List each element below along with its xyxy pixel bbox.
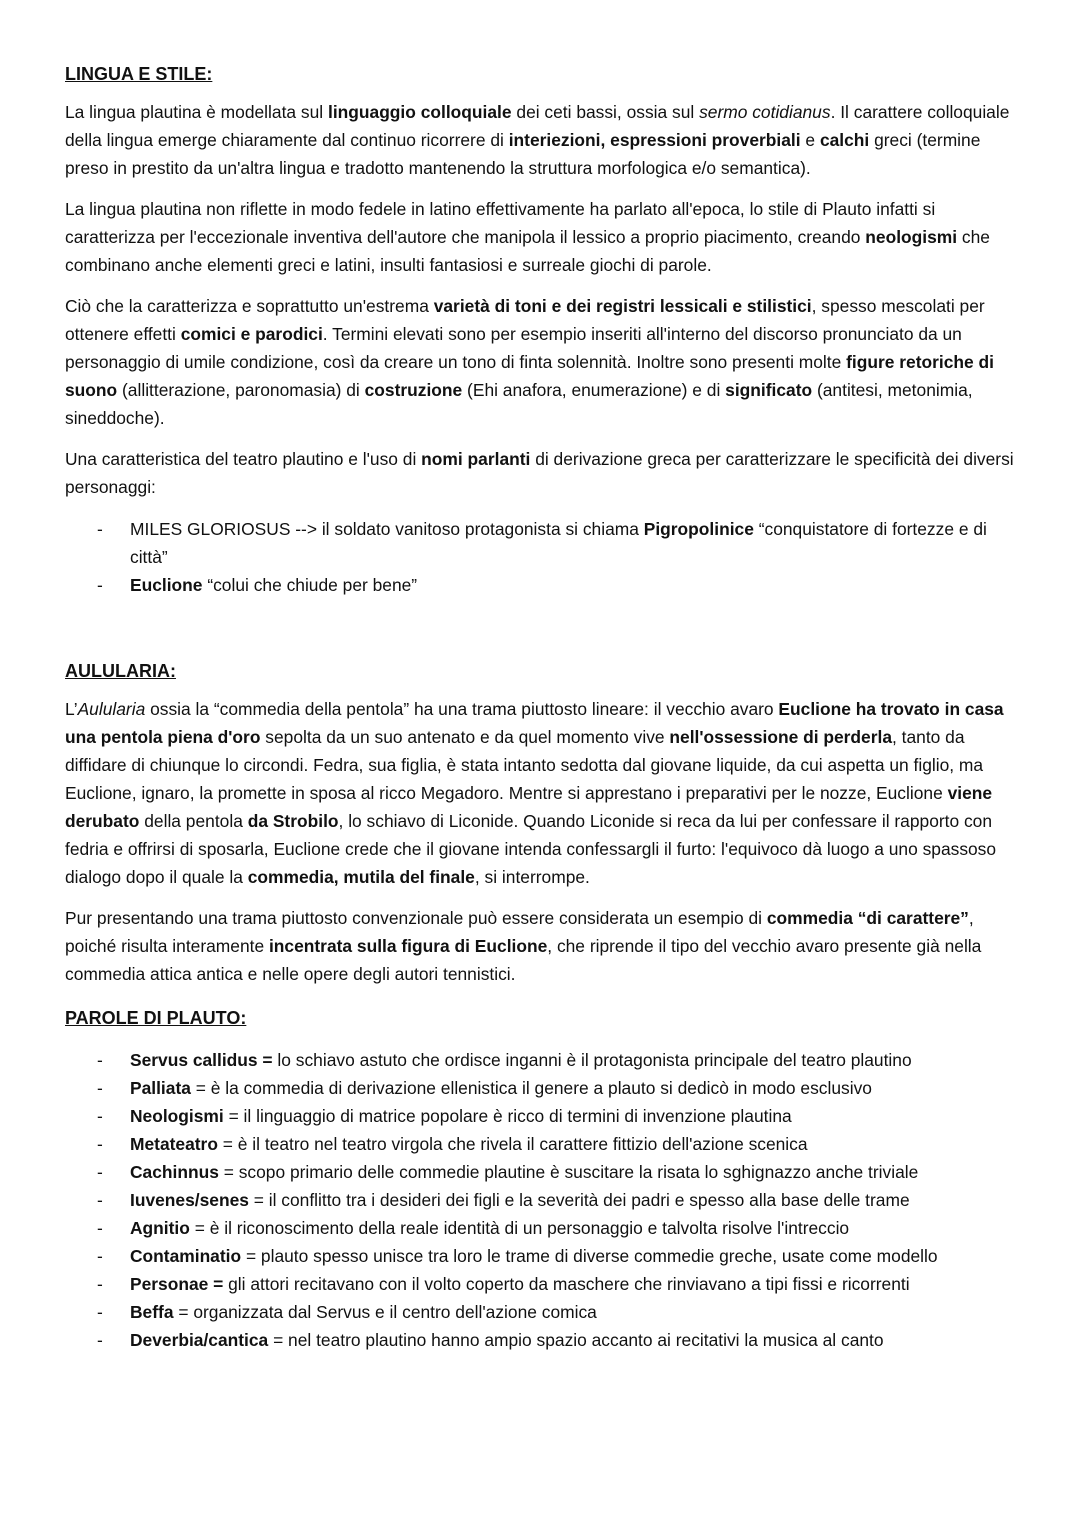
term-item: - Personae = gli attori recitavano con il volto coperto da maschere che rinviavano a tipi fissi e ricorrenti: [65, 1270, 1015, 1298]
section-heading: AULULARIA:: [65, 661, 176, 681]
list-item: - MILES GLORIOSUS --> il soldato vanitoso protagonista si chiama Pigropolinice “conquistatore di fortezze e di città”: [65, 515, 1015, 571]
paragraph: L’Aulularia ossia la “commedia della pentola” ha una trama piuttosto lineare: il vecchio avaro Euclione ha trovato in casa una pentola piena d'oro sepolta da un suo antenato e da quel momento vive nell'ossessione di perderla, tanto da diffidare di chiunque lo circondi. Fedra, sua figlia, è stata intanto sedotta dal giovane liquide, da cui aspetta un figlio, ma Euclione, ignaro, la promette in sposa al ricco Megadoro. Mentre si apprestano i preparativi per le nozze, Euclione viene derubato della pentola da Strobilo, lo schiavo di Liconide. Quando Liconide si reca da lui per confessare il rapporto con fedria e offrirsi di sposarla, Euclione crede che il giovane intenda confessargli il furto: l'equivoco dà luogo a uno spassoso dialogo dopo il quale la commedia, mutila del finale, si interrompe.: [65, 699, 1004, 887]
list-item: - Euclione “colui che chiude per bene”: [65, 571, 1015, 599]
term-item: - Beffa = organizzata dal Servus e il centro dell'azione comica: [65, 1298, 1015, 1326]
term-item: - Metateatro = è il teatro nel teatro virgola che rivela il carattere fittizio dell'azione scenica: [65, 1130, 1015, 1158]
names-list: [65, 515, 1015, 599]
term-item: - Cachinnus = scopo primario delle commedie plautine è suscitare la risata lo sghignazzo anche triviale: [65, 1158, 1015, 1186]
term-item: - Neologismi = il linguaggio di matrice popolare è ricco di termini di invenzione plautina: [65, 1102, 1015, 1130]
term-item: - Servus callidus = lo schiavo astuto che ordisce inganni è il protagonista principale del teatro plautino: [65, 1046, 1015, 1074]
paragraph: La lingua plautina non riflette in modo fedele in latino effettivamente ha parlato all'epoca, lo stile di Plauto infatti si caratterizza per l'eccezionale inventiva dell'autore che manipola il lessico a proprio piacimento, creando neologismi che combinano anche elementi greci e latini, insulti fantasiosi e surreale giochi di parole.: [65, 199, 990, 275]
section-aulularia: [65, 657, 1015, 988]
document-page: [65, 60, 1015, 1354]
paragraph: Ciò che la caratterizza e soprattutto un'estrema varietà di toni e dei registri lessicali e stilistici, spesso mescolati per ottenere effetti comici e parodici. Termini elevati sono per esempio inseriti all'interno del discorso pronunciato da un personaggio di umile condizione, così da creare un tono di finta solennità. Inoltre sono presenti molte figure retoriche di suono (allitterazione, paronomasia) di costruzione (Ehi anafora, enumerazione) e di significato (antitesi, metonimia, sineddoche).: [65, 296, 994, 428]
section-heading: PAROLE DI PLAUTO:: [65, 1008, 247, 1028]
term-item: - Agnitio = è il riconoscimento della reale identità di un personaggio e talvolta risolve l'intreccio: [65, 1214, 1015, 1242]
term-item: - Deverbia/cantica = nel teatro plautino hanno ampio spazio accanto ai recitativi la musica al canto: [65, 1326, 1015, 1354]
term-item: - Palliata = è la commedia di derivazione ellenistica il genere a plauto si dedicò in modo esclusivo: [65, 1074, 1015, 1102]
section-lingua-e-stile: [65, 60, 1015, 599]
section-heading: LINGUA E STILE:: [65, 64, 213, 84]
terms-list: [65, 1046, 1015, 1354]
paragraph: Una caratteristica del teatro plautino e l'uso di nomi parlanti di derivazione greca per caratterizzare le specificità dei diversi personaggi:: [65, 449, 1014, 497]
section-parole-di-plauto: [65, 1004, 1015, 1354]
paragraph: Pur presentando una trama piuttosto convenzionale può essere considerata un esempio di commedia “di carattere”, poiché risulta interamente incentrata sulla figura di Euclione, che riprende il tipo del vecchio avaro presente già nella commedia attica antica e nelle opere degli autori tennistici.: [65, 908, 982, 984]
term-item: - Contaminatio = plauto spesso unisce tra loro le trame di diverse commedie greche, usate come modello: [65, 1242, 1015, 1270]
term-item: - Iuvenes/senes = il conflitto tra i desideri dei figli e la severità dei padri e spesso alla base delle trame: [65, 1186, 1015, 1214]
paragraph: La lingua plautina è modellata sul linguaggio colloquiale dei ceti bassi, ossia sul sermo cotidianus. Il carattere colloquiale della lingua emerge chiaramente dal continuo ricorrere di interiezioni, espressioni proverbiali e calchi greci (termine preso in prestito da un'altra lingua e tradotto mantenendo la struttura morfologica e/o semantica).: [65, 102, 1010, 178]
